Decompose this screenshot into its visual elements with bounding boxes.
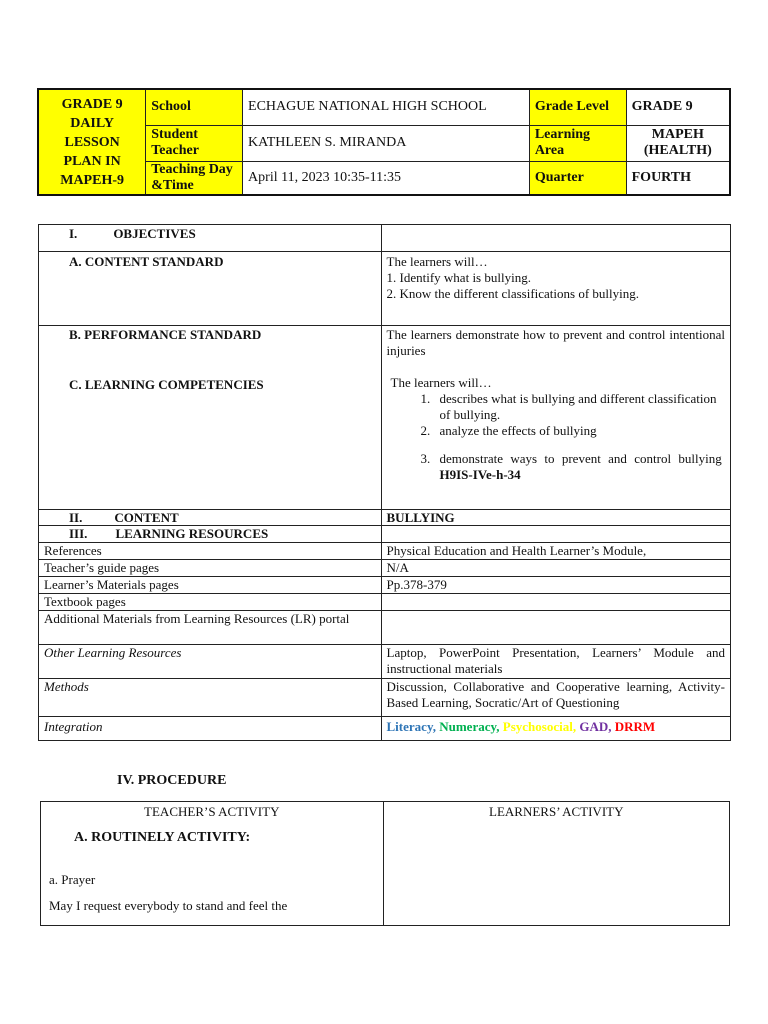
content-num: II. [69,510,83,525]
quarter-label: Quarter [529,161,626,195]
objectives-heading [39,225,382,252]
objectives-num: I. [69,226,78,241]
resource-value [381,594,730,611]
objectives-heading-text: OBJECTIVES [113,226,196,241]
quarter-value: FOURTH [626,161,730,195]
integration-drrm: DRRM [614,719,656,734]
content-standard-line: The learners will… [386,254,488,269]
resource-value: Discussion, Collaborative and Cooperative learning, Activity-Based Learning, Socratic/Art of Questioning [381,679,730,717]
content-standard-line: 1. Identify what is bullying. [386,270,531,285]
standards-label-cell [39,326,382,510]
resource-label: Teacher’s guide pages [39,560,382,577]
competency-item: 1. describes what is bullying and different classification of bullying. [434,391,725,423]
learning-area-value: MAPEH (HEALTH) [626,125,730,161]
student-teacher-value: KATHLEEN S. MIRANDA [243,125,530,161]
resources-num: III. [69,526,88,541]
teacher-activity-cell [41,802,384,926]
integration-value [381,717,730,741]
resources-heading [39,526,382,543]
prayer-item: a. Prayer [49,872,96,887]
content-standard-line: 2. Know the different classifications of bullying. [386,286,639,301]
resource-label: Other Learning Resources [39,645,382,679]
performance-standard-value: The learners demonstrate how to prevent and control intentional injuries [386,327,725,358]
content-standard-label: A. CONTENT STANDARD [39,252,382,326]
integration-gad: GAD, [579,719,612,734]
learner-activity-cell [383,802,729,926]
resource-value: N/A [381,560,730,577]
resource-value: Pp.378-379 [381,577,730,594]
teacher-activity-header: TEACHER’S ACTIVITY [144,804,280,819]
student-teacher-label: Student Teacher [146,125,243,161]
competency-item [434,451,725,483]
resource-label: Methods [39,679,382,717]
objectives-blank [381,225,730,252]
learning-area-label: Learning Area [529,125,626,161]
integration-numeracy: Numeracy, [439,719,500,734]
content-value: BULLYING [381,510,730,526]
objectives-table [38,224,731,741]
routine-activity-heading: A. ROUTINELY ACTIVITY: [74,830,251,845]
resource-label: Additional Materials from Learning Resources (LR) portal [39,611,382,645]
resource-value: Physical Education and Health Learner’s Module, [381,543,730,560]
learner-activity-header: LEARNERS’ ACTIVITY [489,804,624,819]
competency-code: H9IS-IVe-h-34 [439,467,521,482]
standards-value-cell [381,326,730,510]
learning-competencies-label: C. LEARNING COMPETENCIES [69,377,264,392]
school-value: ECHAGUE NATIONAL HIGH SCHOOL [243,89,530,125]
resource-value [381,611,730,645]
teaching-day-value: April 11, 2023 10:35-11:35 [243,161,530,195]
content-label-text: CONTENT [114,510,179,525]
resource-label: References [39,543,382,560]
integration-label: Integration [39,717,382,741]
resources-heading-text: LEARNING RESOURCES [115,526,269,541]
resource-label: Textbook pages [39,594,382,611]
integration-literacy: Literacy, [386,719,436,734]
resource-value: Laptop, PowerPoint Presentation, Learners’ Module and instructional materials [381,645,730,679]
procedure-table [40,801,730,926]
lesson-title: GRADE 9 DAILY LESSON PLAN IN MAPEH-9 [38,89,146,195]
grade-level-label: Grade Level [529,89,626,125]
integration-psychosocial: Psychosocial, [502,719,577,734]
content-standard-value [381,252,730,326]
grade-level-value: GRADE 9 [626,89,730,125]
resources-blank [381,526,730,543]
lesson-header-table [37,88,731,196]
content-label [39,510,382,526]
resource-label: Learner’s Materials pages [39,577,382,594]
prayer-text: May I request everybody to stand and feel the [49,898,288,913]
competencies-intro: The learners will… [390,375,492,390]
competencies-list [387,391,725,483]
school-label: School [146,89,243,125]
performance-standard-label: B. PERFORMANCE STANDARD [69,327,262,342]
competency-item: 2. analyze the effects of bullying [434,423,725,439]
procedure-title: IV. PROCEDURE [117,773,227,788]
teaching-day-label: Teaching Day &Time [146,161,243,195]
competency-text: demonstrate ways to prevent and control bullying [439,451,722,466]
